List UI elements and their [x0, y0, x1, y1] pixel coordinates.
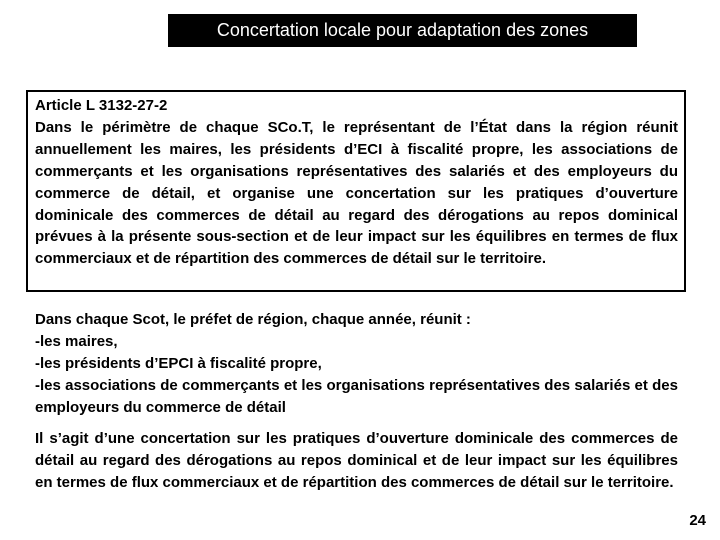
article-body: Dans le périmètre de chaque SCo.T, le représentant de l’État dans la région réunit annuellement les maires, les présidents d’ECI à fiscalité propre, les associations de commerçants et les organisations représentatives des salariés et des employeurs du commerce de détail, et organise une concertation sur les pratiques d’ouverture dominicale des commerces de détail au regard des dérogations au repos dominical prévues à la présente sous-section et de leur impact sur les équilibres en termes de flux commerciaux et de répartition des commerces de détail sur le territoire. — [35, 118, 678, 268]
article-text-block — [35, 95, 678, 270]
slide-title: Concertation locale pour adaptation des zones — [168, 14, 637, 47]
scot-intro: Dans chaque Scot, le préfet de région, chaque année, réunit : — [35, 311, 471, 328]
concertation-text: Il s’agit d’une concertation sur les pratiques d’ouverture dominicale des commerces de détail au regard des dérogations au repos dominical et de leur impact sur les équilibres en termes de flux commerciaux et de répartition des commerces de détail sur le territoire. — [35, 430, 678, 491]
scot-item: -les présidents d’EPCI à fiscalité propre, — [35, 354, 322, 372]
scot-item: -les maires, — [35, 332, 118, 350]
article-heading: Article L 3132-27-2 — [35, 97, 168, 114]
page-number: 24 — [689, 512, 706, 529]
scot-text-block — [35, 309, 678, 419]
scot-item: -les associations de commerçants et les organisations représentatives des salariés et des employeurs du commerce de détail — [35, 376, 678, 416]
